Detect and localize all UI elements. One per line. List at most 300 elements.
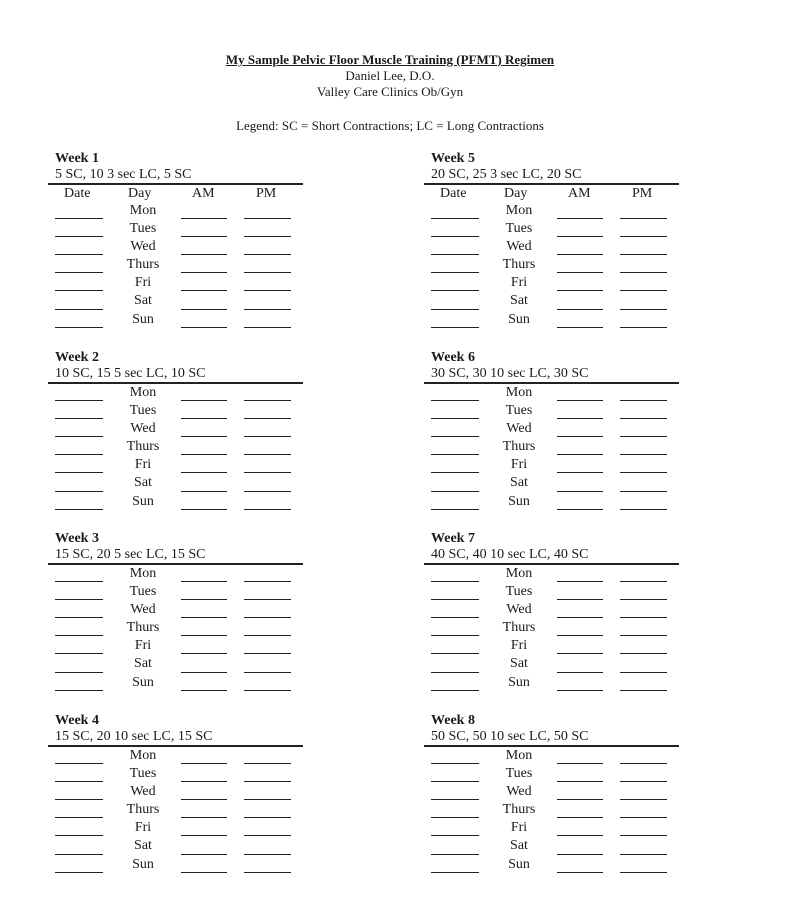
am-blank[interactable]: [557, 690, 603, 691]
pm-blank[interactable]: [244, 781, 291, 782]
pm-blank[interactable]: [620, 581, 667, 582]
pm-blank[interactable]: [620, 400, 667, 401]
day-label: Fri: [134, 638, 152, 654]
week-title: Week 3: [55, 531, 99, 546]
day-label: Fri: [134, 275, 152, 291]
date-blank[interactable]: [55, 436, 103, 437]
day-row: [48, 583, 303, 601]
day-row: [48, 747, 303, 765]
am-blank[interactable]: [181, 436, 227, 437]
am-blank[interactable]: [181, 599, 227, 600]
week-block-8: [424, 713, 679, 874]
date-blank[interactable]: [55, 690, 103, 691]
am-blank[interactable]: [181, 690, 227, 691]
date-blank[interactable]: [431, 599, 479, 600]
day-row: [48, 292, 303, 310]
am-blank[interactable]: [181, 781, 227, 782]
day-row: [48, 438, 303, 456]
pm-blank[interactable]: [620, 454, 667, 455]
day-row: [48, 674, 303, 692]
pm-blank[interactable]: [620, 763, 667, 764]
date-blank[interactable]: [55, 635, 103, 636]
date-blank[interactable]: [431, 763, 479, 764]
day-label: Sun: [132, 856, 154, 872]
day-label: Wed: [506, 421, 532, 437]
date-blank[interactable]: [55, 327, 103, 328]
am-blank[interactable]: [181, 581, 227, 582]
pm-blank[interactable]: [244, 236, 291, 237]
column-header-date: Date: [440, 186, 467, 201]
document-author: Daniel Lee, D.O.: [345, 68, 435, 83]
day-label: Sun: [508, 856, 530, 872]
am-blank[interactable]: [181, 854, 227, 855]
date-blank[interactable]: [431, 254, 479, 255]
date-blank[interactable]: [431, 690, 479, 691]
am-blank[interactable]: [557, 254, 603, 255]
date-blank[interactable]: [431, 854, 479, 855]
day-label: Fri: [134, 820, 152, 836]
day-row: [48, 565, 303, 583]
pm-blank[interactable]: [620, 418, 667, 419]
day-label: Tues: [129, 766, 157, 782]
day-row: [48, 384, 303, 402]
am-blank[interactable]: [557, 799, 603, 800]
day-row: [424, 765, 679, 783]
date-blank[interactable]: [55, 672, 103, 673]
pm-blank[interactable]: [620, 436, 667, 437]
am-blank[interactable]: [557, 872, 603, 873]
date-blank[interactable]: [431, 290, 479, 291]
am-blank[interactable]: [557, 218, 603, 219]
week-title: Week 7: [431, 531, 475, 546]
am-blank[interactable]: [181, 309, 227, 310]
day-row: [424, 292, 679, 310]
am-blank[interactable]: [181, 491, 227, 492]
day-row: [48, 765, 303, 783]
day-row: [424, 837, 679, 855]
day-row: [48, 783, 303, 801]
day-row: [48, 837, 303, 855]
am-blank[interactable]: [181, 272, 227, 273]
am-blank[interactable]: [557, 309, 603, 310]
date-blank[interactable]: [431, 327, 479, 328]
am-blank[interactable]: [557, 854, 603, 855]
day-label: Tues: [505, 403, 533, 419]
column-header-am: AM: [192, 186, 215, 201]
day-label: Mon: [129, 203, 157, 218]
date-blank[interactable]: [55, 817, 103, 818]
date-blank[interactable]: [431, 581, 479, 582]
day-row: [424, 202, 679, 220]
am-blank[interactable]: [557, 763, 603, 764]
pm-blank[interactable]: [244, 254, 291, 255]
pm-blank[interactable]: [620, 617, 667, 618]
day-label: Sat: [134, 838, 152, 854]
pm-blank[interactable]: [244, 509, 291, 510]
day-row: [48, 238, 303, 256]
day-label: Sun: [508, 493, 530, 509]
day-row: [424, 801, 679, 819]
am-blank[interactable]: [557, 635, 603, 636]
day-label: Mon: [505, 203, 533, 218]
pm-blank[interactable]: [244, 290, 291, 291]
pm-blank[interactable]: [244, 763, 291, 764]
week-title: Week 6: [431, 350, 475, 365]
day-label: Fri: [510, 638, 528, 654]
day-row: [424, 747, 679, 765]
am-blank[interactable]: [557, 418, 603, 419]
date-blank[interactable]: [55, 872, 103, 873]
pm-blank[interactable]: [620, 672, 667, 673]
am-blank[interactable]: [181, 653, 227, 654]
date-blank[interactable]: [431, 781, 479, 782]
pm-blank[interactable]: [620, 799, 667, 800]
pm-blank[interactable]: [620, 272, 667, 273]
pm-blank[interactable]: [244, 672, 291, 673]
am-blank[interactable]: [557, 236, 603, 237]
day-label: Wed: [506, 602, 532, 618]
week-block-2: [48, 350, 303, 511]
pm-blank[interactable]: [244, 690, 291, 691]
date-blank[interactable]: [431, 236, 479, 237]
pm-blank[interactable]: [620, 290, 667, 291]
pm-blank[interactable]: [244, 400, 291, 401]
day-label: Fri: [510, 457, 528, 473]
day-label: Sat: [134, 656, 152, 672]
day-label: Sat: [134, 475, 152, 491]
am-blank[interactable]: [557, 835, 603, 836]
week-title: Week 8: [431, 713, 475, 728]
date-blank[interactable]: [55, 491, 103, 492]
pm-blank[interactable]: [620, 872, 667, 873]
pm-blank[interactable]: [244, 418, 291, 419]
pm-blank[interactable]: [244, 454, 291, 455]
day-rows: [48, 202, 303, 329]
am-blank[interactable]: [557, 599, 603, 600]
am-blank[interactable]: [181, 327, 227, 328]
column-header-pm: PM: [256, 186, 277, 201]
day-label: Tues: [505, 221, 533, 237]
pm-blank[interactable]: [244, 854, 291, 855]
day-label: Sun: [508, 674, 530, 690]
column-header-day: Day: [128, 186, 152, 201]
day-row: [424, 637, 679, 655]
day-label: Wed: [130, 602, 156, 618]
pm-blank[interactable]: [244, 599, 291, 600]
day-row: [48, 202, 303, 220]
am-blank[interactable]: [181, 254, 227, 255]
pm-blank[interactable]: [620, 472, 667, 473]
am-blank[interactable]: [181, 872, 227, 873]
day-label: Tues: [129, 584, 157, 600]
day-row: [48, 655, 303, 673]
week-title: Week 5: [431, 151, 475, 166]
day-row: [48, 819, 303, 837]
date-blank[interactable]: [431, 309, 479, 310]
pm-blank[interactable]: [620, 236, 667, 237]
day-row: [48, 456, 303, 474]
date-blank[interactable]: [55, 835, 103, 836]
pm-blank[interactable]: [244, 472, 291, 473]
day-label: Sun: [132, 674, 154, 690]
date-blank[interactable]: [55, 418, 103, 419]
document-header: [0, 52, 780, 100]
am-blank[interactable]: [557, 509, 603, 510]
week-block-6: [424, 350, 679, 511]
week-block-5: [424, 151, 679, 329]
am-blank[interactable]: [557, 272, 603, 273]
pm-blank[interactable]: [244, 653, 291, 654]
am-blank[interactable]: [557, 581, 603, 582]
am-blank[interactable]: [557, 436, 603, 437]
day-row: [424, 402, 679, 420]
day-label: Wed: [130, 421, 156, 437]
column-header-day: Day: [504, 186, 528, 201]
day-rows: [48, 384, 303, 511]
day-label: Tues: [129, 221, 157, 237]
day-rows: [424, 202, 679, 329]
pm-blank[interactable]: [244, 617, 291, 618]
date-blank[interactable]: [55, 599, 103, 600]
date-blank[interactable]: [55, 454, 103, 455]
day-label: Thurs: [502, 257, 536, 273]
am-blank[interactable]: [557, 290, 603, 291]
column-headers: [48, 185, 303, 202]
am-blank[interactable]: [181, 236, 227, 237]
pm-blank[interactable]: [244, 635, 291, 636]
day-label: Fri: [134, 457, 152, 473]
date-blank[interactable]: [431, 454, 479, 455]
date-blank[interactable]: [55, 400, 103, 401]
day-row: [48, 311, 303, 329]
day-row: [48, 420, 303, 438]
day-rows: [424, 384, 679, 511]
day-label: Thurs: [126, 802, 160, 818]
pm-blank[interactable]: [620, 599, 667, 600]
date-blank[interactable]: [431, 272, 479, 273]
day-rows: [424, 747, 679, 874]
pm-blank[interactable]: [244, 218, 291, 219]
am-blank[interactable]: [557, 781, 603, 782]
day-label: Tues: [129, 403, 157, 419]
am-blank[interactable]: [557, 653, 603, 654]
day-label: Wed: [506, 784, 532, 800]
day-label: Thurs: [502, 620, 536, 636]
date-blank[interactable]: [55, 272, 103, 273]
day-row: [424, 384, 679, 402]
week-regimen: 15 SC, 20 5 sec LC, 15 SC: [48, 547, 303, 565]
pm-blank[interactable]: [620, 817, 667, 818]
date-blank[interactable]: [55, 236, 103, 237]
date-blank[interactable]: [431, 418, 479, 419]
column-header-pm: PM: [632, 186, 653, 201]
week-block-1: [48, 151, 303, 329]
day-row: [424, 819, 679, 837]
am-blank[interactable]: [557, 672, 603, 673]
day-row: [424, 583, 679, 601]
day-label: Thurs: [502, 802, 536, 818]
date-blank[interactable]: [55, 581, 103, 582]
legend: Legend: SC = Short Contractions; LC = Long Contractions: [236, 118, 544, 133]
day-label: Sat: [510, 838, 528, 854]
day-label: Mon: [129, 385, 157, 400]
pm-blank[interactable]: [620, 835, 667, 836]
am-blank[interactable]: [557, 454, 603, 455]
pm-blank[interactable]: [620, 254, 667, 255]
pm-blank[interactable]: [244, 436, 291, 437]
am-blank[interactable]: [181, 799, 227, 800]
date-blank[interactable]: [431, 509, 479, 510]
am-blank[interactable]: [181, 763, 227, 764]
week-regimen: 5 SC, 10 3 sec LC, 5 SC: [48, 167, 303, 185]
pm-blank[interactable]: [244, 327, 291, 328]
pm-blank[interactable]: [244, 835, 291, 836]
am-blank[interactable]: [181, 509, 227, 510]
am-blank[interactable]: [181, 817, 227, 818]
day-label: Sat: [510, 656, 528, 672]
am-blank[interactable]: [181, 472, 227, 473]
day-row: [424, 420, 679, 438]
day-label: Sat: [510, 475, 528, 491]
am-blank[interactable]: [181, 617, 227, 618]
pm-blank[interactable]: [244, 817, 291, 818]
date-blank[interactable]: [55, 854, 103, 855]
day-row: [48, 256, 303, 274]
date-blank[interactable]: [431, 491, 479, 492]
date-blank[interactable]: [55, 799, 103, 800]
week-title: Week 1: [55, 151, 99, 166]
date-blank[interactable]: [431, 635, 479, 636]
week-block-7: [424, 531, 679, 692]
date-blank[interactable]: [55, 617, 103, 618]
week-block-4: [48, 713, 303, 874]
date-blank[interactable]: [55, 309, 103, 310]
am-blank[interactable]: [557, 817, 603, 818]
date-blank[interactable]: [55, 218, 103, 219]
pm-blank[interactable]: [244, 872, 291, 873]
date-blank[interactable]: [431, 799, 479, 800]
day-row: [424, 274, 679, 292]
date-blank[interactable]: [55, 509, 103, 510]
week-regimen: 50 SC, 50 10 sec LC, 50 SC: [424, 729, 679, 747]
day-row: [424, 601, 679, 619]
day-row: [424, 438, 679, 456]
day-row: [424, 856, 679, 874]
pm-blank[interactable]: [620, 653, 667, 654]
day-row: [48, 474, 303, 492]
date-blank[interactable]: [431, 653, 479, 654]
document-title: My Sample Pelvic Floor Muscle Training (PFMT) Regimen: [225, 52, 555, 67]
day-label: Mon: [505, 748, 533, 763]
day-row: [48, 637, 303, 655]
week-regimen: 30 SC, 30 10 sec LC, 30 SC: [424, 366, 679, 384]
pm-blank[interactable]: [244, 491, 291, 492]
day-row: [424, 456, 679, 474]
pm-blank[interactable]: [620, 781, 667, 782]
date-blank[interactable]: [431, 617, 479, 618]
day-label: Thurs: [126, 439, 160, 455]
day-row: [424, 474, 679, 492]
am-blank[interactable]: [181, 672, 227, 673]
pm-blank[interactable]: [620, 690, 667, 691]
day-label: Thurs: [502, 439, 536, 455]
date-blank[interactable]: [431, 436, 479, 437]
day-label: Fri: [510, 275, 528, 291]
pm-blank[interactable]: [620, 218, 667, 219]
day-row: [424, 783, 679, 801]
column-header-date: Date: [64, 186, 91, 201]
pm-blank[interactable]: [244, 272, 291, 273]
date-blank[interactable]: [431, 817, 479, 818]
pm-blank[interactable]: [620, 491, 667, 492]
am-blank[interactable]: [181, 418, 227, 419]
pm-blank[interactable]: [620, 509, 667, 510]
date-blank[interactable]: [431, 472, 479, 473]
am-blank[interactable]: [557, 472, 603, 473]
week-regimen: 20 SC, 25 3 sec LC, 20 SC: [424, 167, 679, 185]
date-blank[interactable]: [431, 672, 479, 673]
day-row: [424, 493, 679, 511]
am-blank[interactable]: [181, 835, 227, 836]
day-label: Thurs: [126, 257, 160, 273]
am-blank[interactable]: [557, 327, 603, 328]
pm-blank[interactable]: [620, 854, 667, 855]
week-regimen: 15 SC, 20 10 sec LC, 15 SC: [48, 729, 303, 747]
date-blank[interactable]: [55, 472, 103, 473]
date-blank[interactable]: [431, 400, 479, 401]
day-row: [48, 220, 303, 238]
date-blank[interactable]: [55, 781, 103, 782]
am-blank[interactable]: [557, 491, 603, 492]
date-blank[interactable]: [431, 835, 479, 836]
date-blank[interactable]: [55, 254, 103, 255]
day-label: Sat: [510, 293, 528, 309]
date-blank[interactable]: [431, 218, 479, 219]
day-label: Wed: [506, 239, 532, 255]
day-row: [424, 220, 679, 238]
pm-blank[interactable]: [620, 327, 667, 328]
pm-blank[interactable]: [244, 581, 291, 582]
am-blank[interactable]: [181, 635, 227, 636]
day-label: Tues: [505, 584, 533, 600]
day-label: Mon: [129, 566, 157, 581]
week-title: Week 4: [55, 713, 99, 728]
day-label: Sat: [134, 293, 152, 309]
am-blank[interactable]: [181, 400, 227, 401]
am-blank[interactable]: [181, 454, 227, 455]
day-row: [48, 601, 303, 619]
am-blank[interactable]: [557, 400, 603, 401]
am-blank[interactable]: [181, 290, 227, 291]
day-rows: [48, 565, 303, 692]
pm-blank[interactable]: [620, 309, 667, 310]
day-label: Wed: [130, 784, 156, 800]
day-row: [48, 274, 303, 292]
date-blank[interactable]: [431, 872, 479, 873]
am-blank[interactable]: [557, 617, 603, 618]
day-label: Thurs: [126, 620, 160, 636]
am-blank[interactable]: [181, 218, 227, 219]
day-row: [48, 493, 303, 511]
date-blank[interactable]: [55, 763, 103, 764]
date-blank[interactable]: [55, 290, 103, 291]
day-row: [424, 619, 679, 637]
date-blank[interactable]: [55, 653, 103, 654]
pm-blank[interactable]: [620, 635, 667, 636]
pm-blank[interactable]: [244, 799, 291, 800]
day-row: [424, 565, 679, 583]
pm-blank[interactable]: [244, 309, 291, 310]
